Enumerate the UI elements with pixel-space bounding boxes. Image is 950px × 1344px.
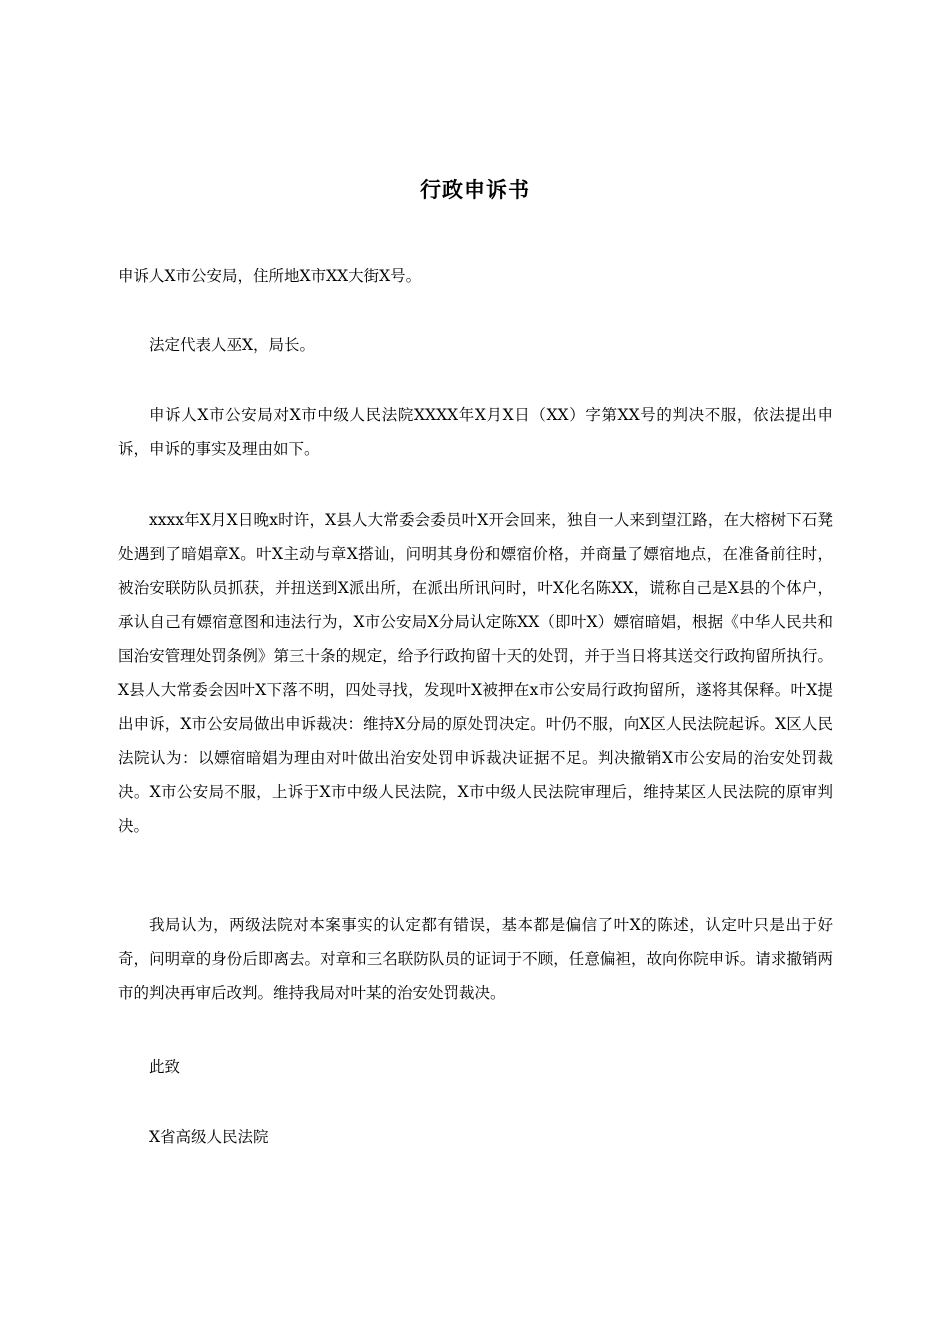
document-title: 行政申诉书: [420, 178, 530, 202]
paragraph-applicant: 申诉人X市公安局，住所地X市XX大街X号。: [118, 267, 422, 285]
paragraph-recipient: X省高级人民法院: [149, 1128, 269, 1146]
paragraph-legal-representative: 法定代表人巫X，局长。: [149, 336, 316, 354]
paragraph-intro: 申诉人X市公安局对X市中级人民法院XXXX年X月X日（XX）字第XX号的判决不服，依法提出申诉，申诉的事实及理由如下。: [118, 406, 833, 458]
paragraph-opinion: 我局认为，两级法院对本案事实的认定都有错误，基本都是偏信了叶X的陈述，认定叶只是出于好奇，问明章的身份后即离去。对章和三名联防队员的证词于不顾，任意偏袒，故向你院申诉。请求撤销两市的判决再审后改判。维持我局对叶某的治安处罚裁决。: [118, 916, 833, 1002]
paragraph-closing: 此致: [149, 1058, 181, 1076]
paragraph-facts: xxxx年X月X日晚x时许，X县人大常委会委员叶X开会回来，独自一人来到望江路，在大榕树下石凳处遇到了暗娼章X。叶X主动与章X搭讪，问明其身份和嫖宿价格，并商量了嫖宿地点，在准备前往时，被治安联防队员抓获，并扭送到X派出所，在派出所讯问时，叶X化名陈XX，谎称自己是X县的个体户，承认自己有嫖宿意图和违法行为，X市公安局X分局认定陈XX（即叶X）嫖宿暗娼，根据《中华人民共和国治安管理处罚条例》第三十条的规定，给予行政拘留十天的处罚，并于当日将其送交行政拘留所执行。X县人大常委会因叶X下落不明，四处寻找，发现叶X被押在x市公安局行政拘留所，遂将其保释。叶X提出申诉，X市公安局做出申诉裁决：维持X分局的原处罚决定。叶仍不服，向X区人民法院起诉。X区人民法院认为：以嫖宿暗娼为理由对叶做出治安处罚申诉裁决证据不足。判决撤销X市公安局的治安处罚裁决。X市公安局不服，上诉于X市中级人民法院，X市中级人民法院审理后，维持某区人民法院的原审判决。: [118, 511, 833, 835]
